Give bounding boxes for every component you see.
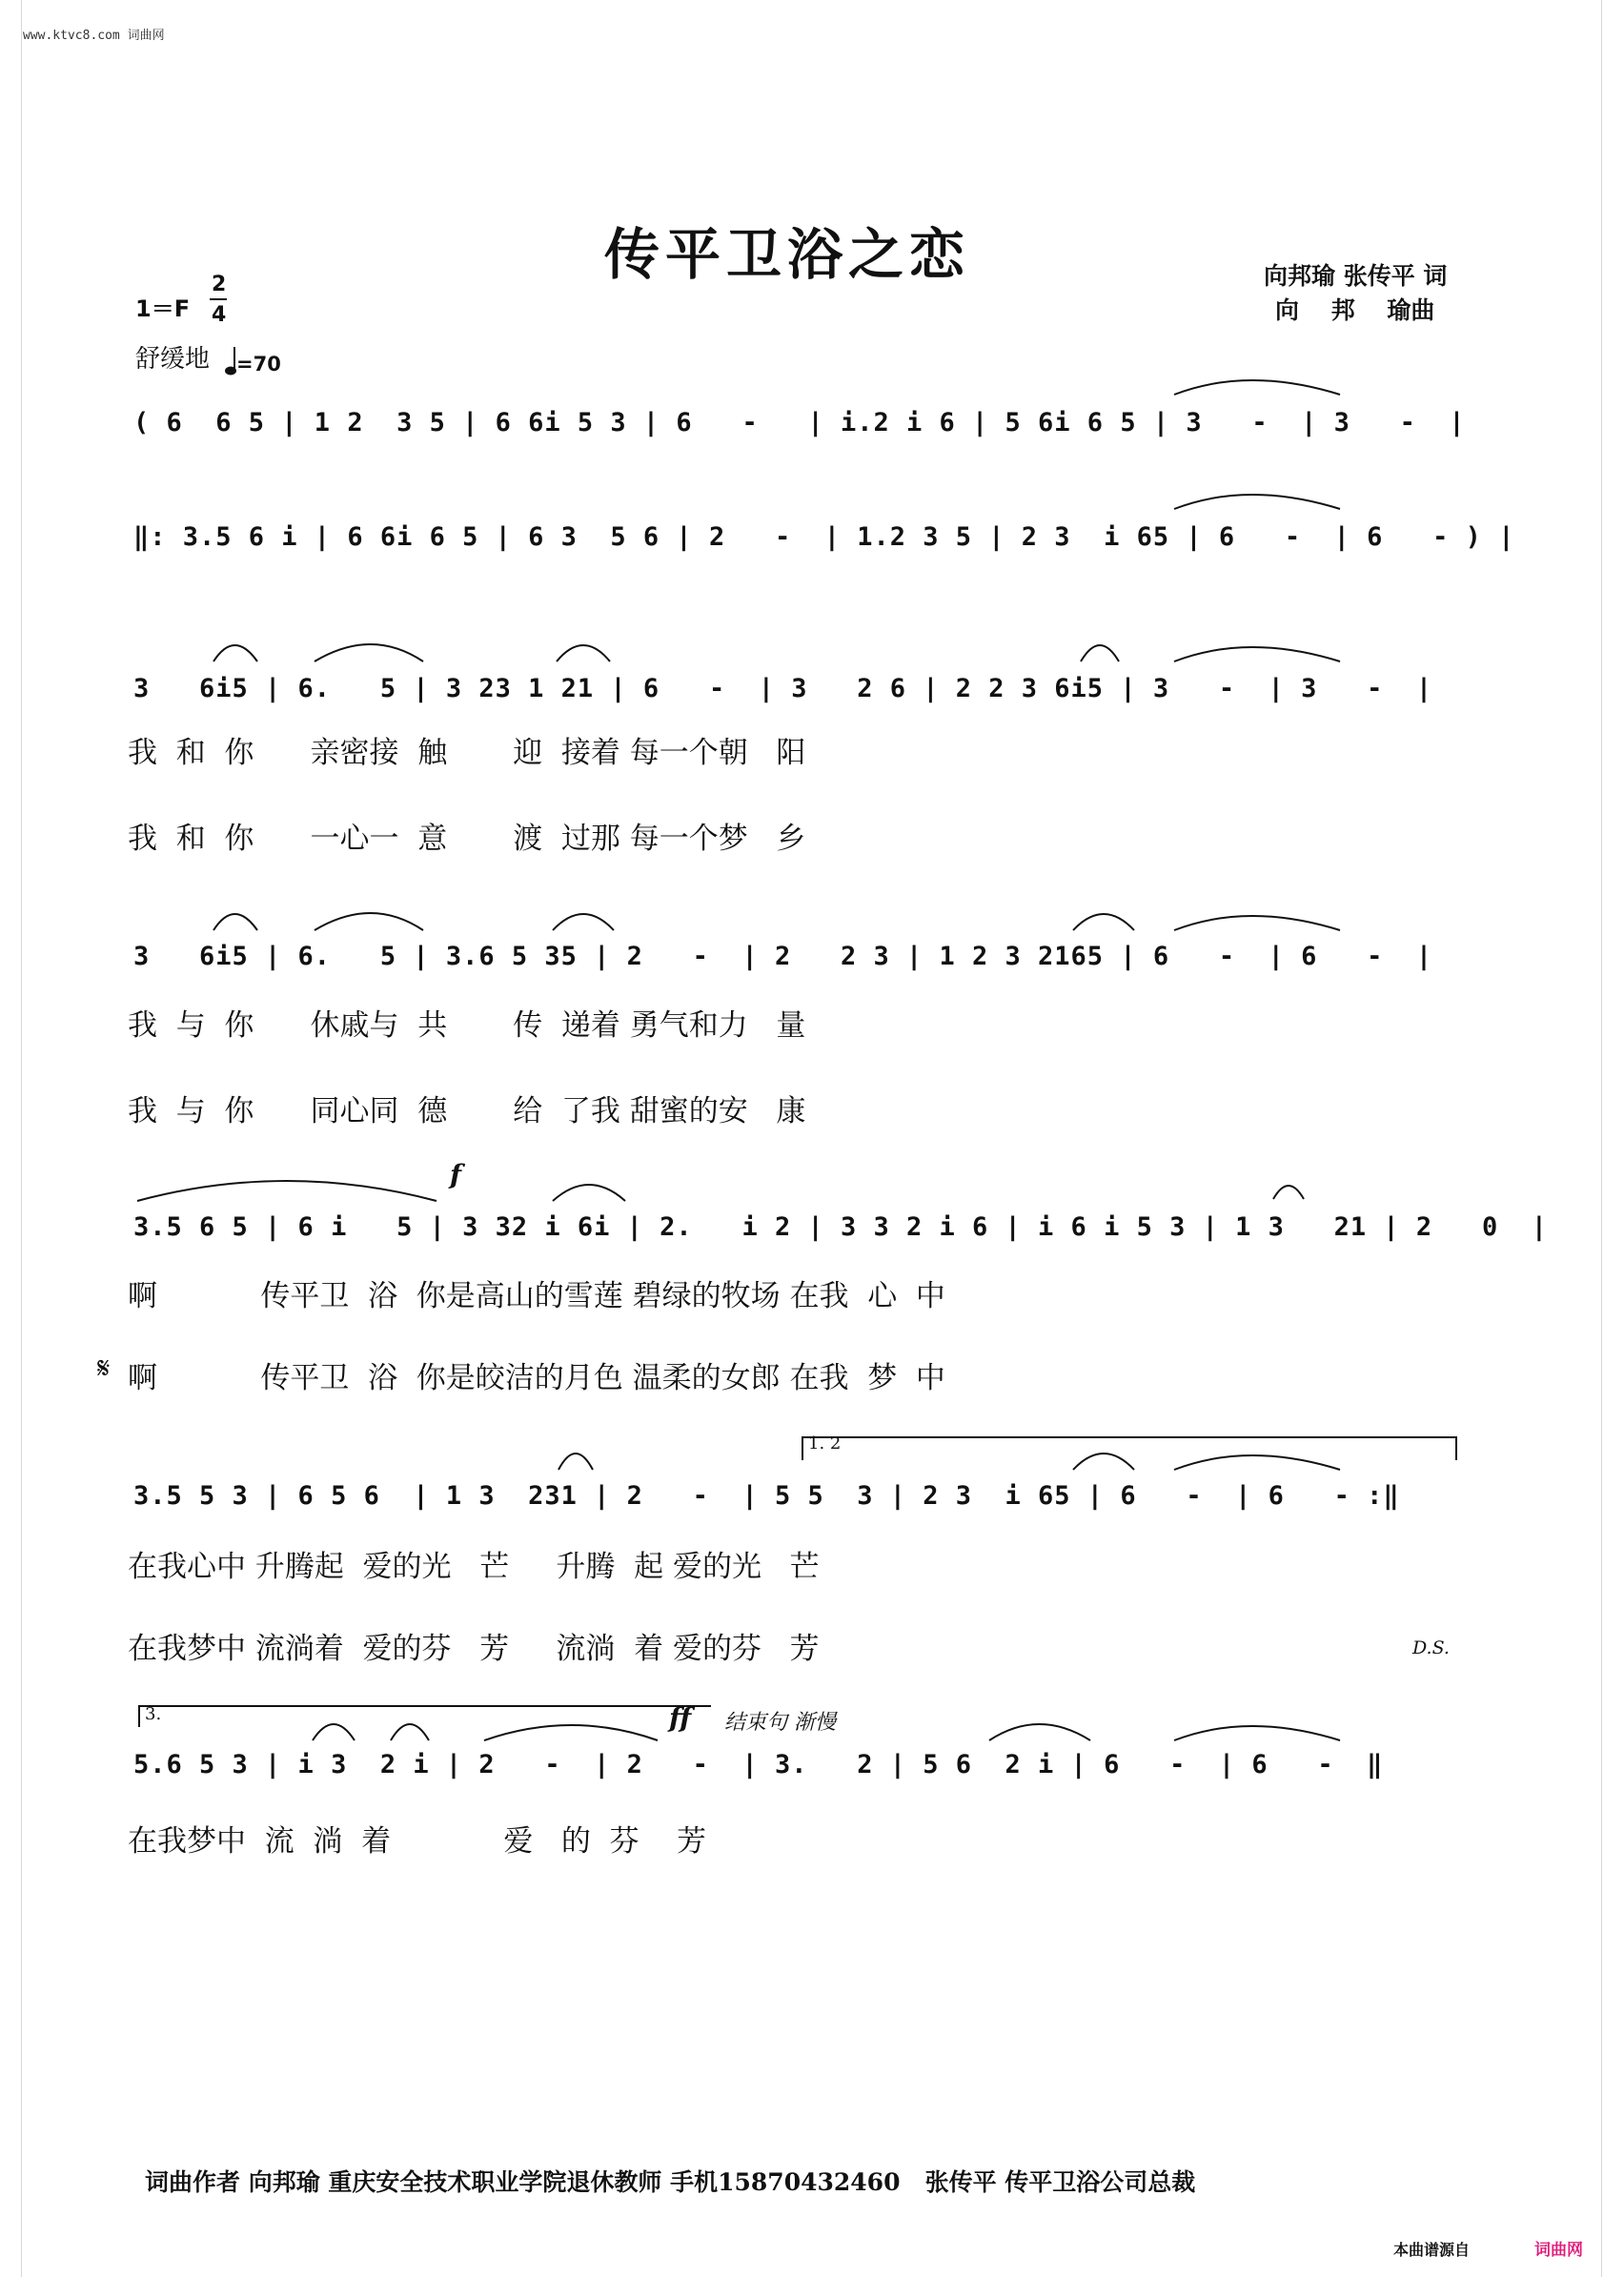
- slur-row-6-b: [1073, 1454, 1134, 1470]
- tie-row-2: [1174, 495, 1340, 509]
- lyricist-credit: 向邦瑜 张传平 词: [1264, 262, 1448, 290]
- tempo-value: =70: [236, 353, 281, 376]
- lyric-row-5-v1: 啊 传平卫 浴 你是高山的雪莲 碧绿的牧场 在我 心 中: [128, 1279, 945, 1313]
- song-title: 传平卫浴之恋: [604, 222, 971, 287]
- score-row-5: 3.5 6 5 | 6 i 5 | 3 32 i 6i | 2. i 2 | 3 3 2 i 6 | i 6 i 5 3 | 1 3 21 | 2 0 |: [133, 1212, 1548, 1242]
- slur-row-4-b: [315, 913, 423, 930]
- lyric-row-6-v1: 在我心中 升腾起 爱的光 芒 升腾 起 爱的光 芒: [128, 1550, 820, 1584]
- tie-row-6: [1174, 1455, 1340, 1470]
- source-site-link[interactable]: 词曲网: [1534, 2241, 1583, 2260]
- forte-mark: f: [450, 1159, 462, 1190]
- tie-row-7-b: [1174, 1726, 1340, 1740]
- slur-row-7-b: [391, 1724, 429, 1740]
- site-url: www.ktvc8.com 词曲网: [23, 29, 165, 43]
- tie-row-1: [1174, 380, 1340, 395]
- lyric-row-6-v2: 在我梦中 流淌着 爱的芬 芳 流淌 着 爱的芬 芳: [128, 1632, 820, 1666]
- score-row-2: ‖: 3.5 6 i | 6 6i 6 5 | 6 3 5 6 | 2 - | 1.2 3 5 | 2 3 i 65 | 6 - | 6 - ) |: [133, 522, 1515, 552]
- tie-row-7-a: [484, 1725, 658, 1740]
- time-signature-bottom: 4: [212, 303, 227, 327]
- slur-row-3-a: [213, 645, 257, 661]
- tie-row-3: [1174, 647, 1340, 661]
- composer-credit: 向 邦 瑜曲: [1275, 296, 1435, 324]
- slur-row-5-b: [553, 1185, 625, 1201]
- fortissimo-mark: ff: [669, 1702, 692, 1734]
- lyric-row-4-v2: 我 与 你 同心同 德 给 了我 甜蜜的安 康: [128, 1094, 806, 1128]
- volta-1-2-label: 1. 2: [808, 1433, 842, 1454]
- tie-row-4: [1174, 916, 1340, 930]
- time-signature-top: 2: [212, 273, 227, 296]
- slur-row-6-a: [558, 1454, 593, 1470]
- key-signature: 1＝F: [135, 295, 191, 322]
- ending-instruction: 结束句 渐慢: [724, 1711, 836, 1735]
- score-row-1: ( 6 6 5 | 1 2 3 5 | 6 6i 5 3 | 6 - | i.2 i 6 | 5 6i 6 5 | 3 - | 3 - |: [133, 408, 1466, 437]
- slur-row-3-d: [1081, 645, 1119, 661]
- tempo-text: 舒缓地: [135, 345, 211, 374]
- lyric-row-3-v1: 我 和 你 亲密接 触 迎 接着 每一个朝 阳: [128, 736, 806, 770]
- volta-1-2-bracket: [802, 1437, 1456, 1460]
- ds-mark: D.S.: [1412, 1637, 1450, 1658]
- slur-row-3-b: [315, 644, 423, 661]
- score-row-3: 3 6i5 | 6. 5 | 3 23 1 21 | 6 - | 3 2 6 | 2 2 3 6i5 | 3 - | 3 - |: [133, 674, 1433, 703]
- score-row-6: 3.5 5 3 | 6 5 6 | 1 3 231 | 2 - | 5 5 3 | 2 3 i 65 | 6 - | 6 - :‖: [133, 1481, 1400, 1511]
- slur-row-5-a: [137, 1181, 436, 1201]
- score-row-7: 5.6 5 3 | i 3 2 i | 2 - | 2 - | 3. 2 | 5 6 2 i | 6 - | 6 - ‖: [133, 1750, 1384, 1779]
- slur-row-3-c: [557, 645, 610, 661]
- lyric-row-5-v2: 啊 传平卫 浴 你是皎洁的月色 温柔的女郎 在我 梦 中: [128, 1361, 945, 1395]
- score-row-4: 3 6i5 | 6. 5 | 3.6 5 35 | 2 - | 2 2 3 | 1 2 3 2165 | 6 - | 6 - |: [133, 942, 1433, 971]
- slur-row-5-c: [1273, 1186, 1304, 1199]
- slur-row-4-d: [1073, 914, 1134, 930]
- slur-row-7-a: [313, 1724, 355, 1740]
- slur-row-7-c: [989, 1724, 1090, 1740]
- volta-3-bracket: [139, 1706, 711, 1727]
- lyric-row-7: 在我梦中 流 淌 着 爱 的 芬 芳: [128, 1824, 707, 1859]
- slur-row-4-c: [553, 914, 614, 930]
- source-label: 本曲谱源自: [1393, 2241, 1471, 2259]
- volta-3-label: 3.: [145, 1704, 162, 1724]
- segno-mark: 𝄋: [97, 1352, 111, 1386]
- slur-row-4-a: [213, 914, 257, 930]
- author-credit-line: 词曲作者 向邦瑜 重庆安全技术职业学院退休教师 手机15870432460 张传平 传平卫浴公司总裁: [145, 2168, 1196, 2196]
- lyric-row-3-v2: 我 和 你 一心一 意 渡 过那 每一个梦 乡: [128, 822, 806, 856]
- lyric-row-4-v1: 我 与 你 休戚与 共 传 递着 勇气和力 量: [128, 1008, 806, 1043]
